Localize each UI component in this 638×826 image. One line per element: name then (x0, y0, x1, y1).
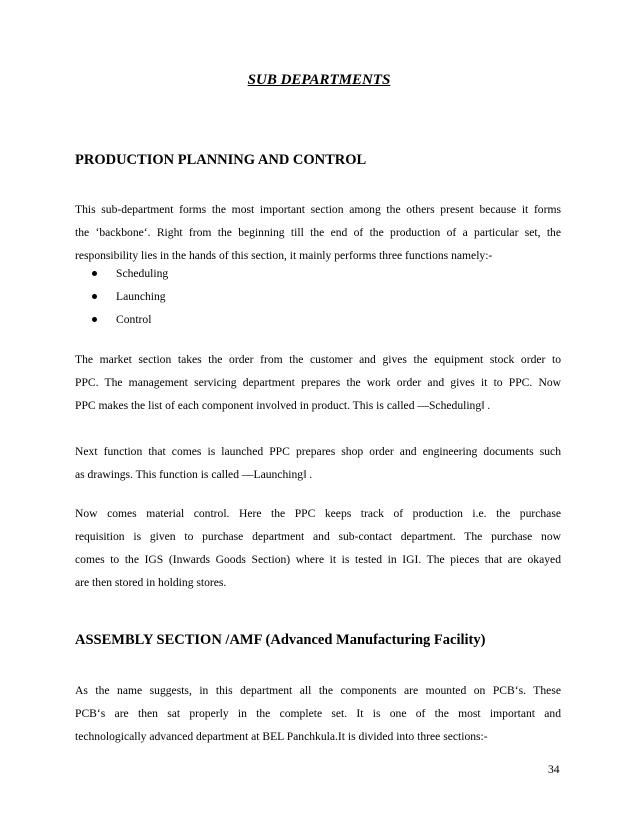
text-line: PPC. The management servicing department prepares the work order and gives it to PPC. Now (75, 376, 561, 389)
list-item (92, 308, 168, 331)
bullet-icon (92, 294, 97, 299)
list-item-label: Control (116, 313, 152, 326)
paragraph-market-section (75, 348, 561, 417)
paragraph-intro (75, 198, 561, 267)
text-line: as drawings. This function is called ―Launching‖ . (75, 468, 313, 481)
list-item-label: Launching (116, 290, 166, 303)
text-line: This sub-department forms the most important section among the others present because it forms (75, 203, 561, 216)
list-item-label: Scheduling (116, 267, 169, 280)
text-line: comes to the IGS (Inwards Goods Section) where it is tested in IGI. The pieces that are okayed (75, 553, 561, 566)
list-item (92, 285, 168, 308)
text-line: The market section takes the order from the customer and gives the equipment stock order to (75, 353, 561, 366)
section-heading-ppc: PRODUCTION PLANNING AND CONTROL (75, 152, 367, 168)
bullet-icon (92, 271, 97, 276)
text-line: requisition is given to purchase department and sub-contact department. The purchase now (75, 530, 561, 543)
paragraph-launching (75, 440, 561, 486)
list-item (92, 262, 168, 285)
text-line: responsibility lies in the hands of this section, it mainly performs three functions namely:- (75, 249, 493, 262)
functions-list (92, 262, 168, 331)
text-line: the ‘backbone‘. Right from the beginning till the end of the production of a particular set, the (75, 226, 561, 239)
text-line: Now comes material control. Here the PPC keeps track of production i.e. the purchase (75, 507, 561, 520)
page-number: 34 (548, 763, 560, 776)
text-line: are then stored in holding stores. (75, 576, 227, 589)
text-line: Next function that comes is launched PPC prepares shop order and engineering documents such (75, 445, 561, 458)
section-heading-assembly: ASSEMBLY SECTION /AMF (Advanced Manufacturing Facility) (75, 632, 486, 648)
paragraph-assembly (75, 679, 561, 748)
text-line: PPC makes the list of each component involved in product. This is called ―Scheduling‖ . (75, 399, 491, 412)
text-line: technologically advanced department at BEL Panchkula.It is divided into three sections:- (75, 730, 488, 743)
bullet-icon (92, 317, 97, 322)
page-title: SUB DEPARTMENTS (247, 72, 391, 88)
paragraph-material-control (75, 502, 561, 594)
text-line: PCB‘s are then sat properly in the complete set. It is one of the most important and (75, 707, 561, 720)
text-line: As the name suggests, in this department all the components are mounted on PCB‘s. These (75, 684, 561, 697)
